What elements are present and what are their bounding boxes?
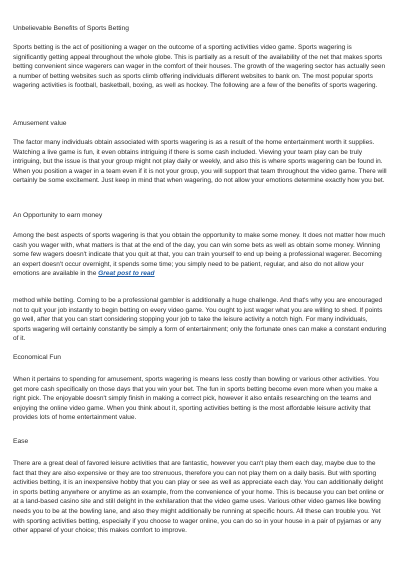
great-post-link[interactable]: Great post to read — [98, 270, 155, 278]
section-heading-ease: Ease — [13, 438, 29, 445]
section-body-ease: There are a great deal of favored leisure activities that are fantastic, however you can't play them each day, maybe due to the fact that they are also expensive or they are too strenuous, therefore you can not play them on a daily basis. But with sporting activities betting, it is an inexpensive hobby that you can play or see as well as appreciate each day. You can additionally delight in sports betting anywhere or anytime as an example, from the convenience of your home. This is because you can bet online or at a land-based casino site and still delight in the exhilaration that the video game uses. Various other video games like bowling needs you to be at the bowling lane, and also they might additionally be running at specific hours. All these can trouble you. Yet with sporting activities betting, especially if you choose to wager online, you can do so in your house in a pair of pyjamas or any other apparel of your choice; this makes comfort to improve. — [13, 460, 385, 535]
section-body-earn-money-part1 — [13, 231, 387, 279]
section-body-earn-money-text: Among the best aspects of sports wagering is that you obtain the opportunity to make some money. It does not matter how much cash you wager with, what matters is that at the end of the day, you can win some bets as well as obtain some money. Winning some few wagers doesn't indicate that you quit at that, you can train yourself to end up being a professional wagerer. Becoming an expert doesn't occur overnight, it spends some time; you simply need to be patient, regular, and also do not allow your emotions are available in the — [13, 232, 386, 278]
section-body-economical-fun: When it pertains to spending for amusement, sports wagering is means less costly than bowling or various other activities. You get more cash specifically on those days that you win your bet. The fun in sports betting become even more when you make a right pick. The enjoyable doesn't simply finish in making a correct pick, however it also entails researching on the teams and enjoying the online video game. When you think about it, sporting activities betting is the most affordable leisure activity that provides lots of home entertainment value. — [13, 376, 379, 422]
article-title: Unbelievable Benefits of Sports Betting — [13, 25, 129, 32]
section-body-amusement: The factor many individuals obtain associated with sports wagering is as a result of the home entertainment worth it supplies. Watching a live game is fun, it even obtains intriguing if there is some cash included. Viewing your team play can be truly intriguing, but the issue is that your group might not play daily or weekly, and also this is where sports wagering can be found in. When you position a wager in a team even if it is not your group, you will support that team throughout the video game. There will certainly be some excitement. Just keep in mind that when wagering, do not allow your emotions determine exactly how you bet. — [13, 139, 387, 185]
intro-paragraph: Sports betting is the act of positioning a wager on the outcome of a sporting activities video game. Sports wagering is significantly getting appeal throughout the whole globe. This is partially as a result of the availability of the net that makes sports betting convenient since wagerers can wager in the comfort of their houses. The growth of the wagering sector has actually seen a number of betting websites such as sports climb offering individuals different websites to bank on. The most popular sports wagering activities is football, basketball, boxing, as well as hockey. The following are a few of the benefits of sports wagering. — [13, 44, 386, 90]
section-heading-earn-money: An Opportunity to earn money — [13, 212, 103, 219]
section-heading-amusement: Amusement value — [13, 120, 67, 127]
section-heading-economical-fun: Economical Fun — [13, 354, 61, 361]
section-body-earn-money-part2: method while betting. Coming to be a professional gambler is additionally a huge challenge. And that's why you are encouraged not to quit your job instantly to begin betting on every video game. You ought to just wager what you are willing to shed. If points go well, after that you can start considering stopping your job to take the leisure activity a notch high. For many individuals, sports wagering will certainly constantly be simply a form of entertainment; only the fortunate ones can make a constant enduring of it. — [13, 297, 387, 343]
